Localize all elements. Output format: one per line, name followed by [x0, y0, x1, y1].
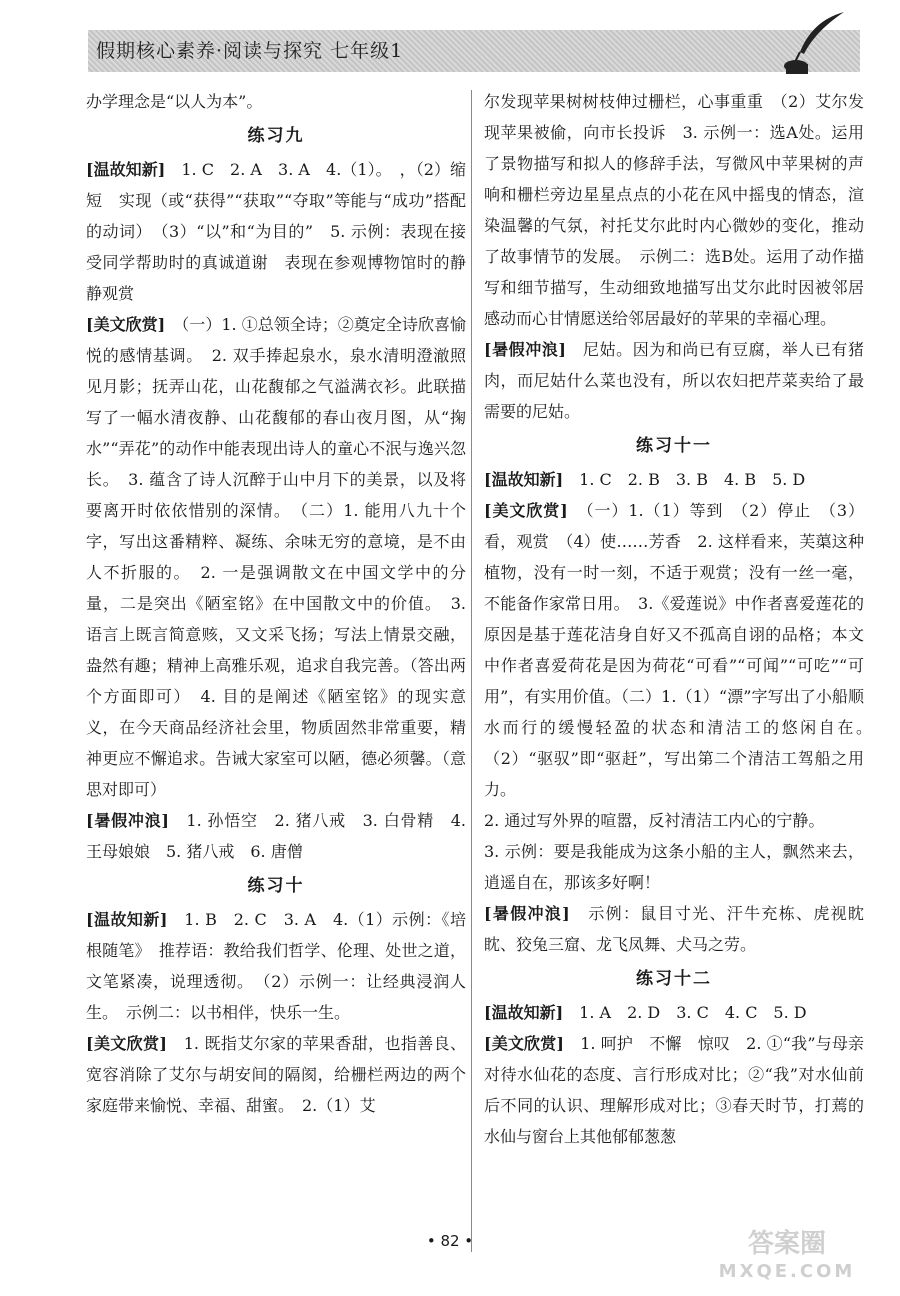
- answer-text: 1. C 2. B 3. B 4. B 5. D: [563, 470, 806, 489]
- page-header: [88, 30, 860, 72]
- watermark-text: 答案圈: [747, 1229, 826, 1259]
- section-tag: [暑假冲浪]: [86, 811, 169, 830]
- section-title: 练习十一: [636, 436, 712, 456]
- section-tag: [美文欣赏]: [86, 315, 166, 334]
- page-number: • 82 •: [426, 1232, 474, 1250]
- answer-paragraph: [86, 805, 466, 867]
- answer-text: 1. 呵护 不懈 惊叹 2. ①“我”与母亲对待水仙花的态度、言行形成对比；②“我”对水仙前后不同的认识、理解形成对比；③春天时节，打蔫的水仙与窗台上其他郁郁葱葱: [484, 1034, 864, 1146]
- answer-paragraph: [484, 898, 864, 960]
- header-title: 假期核心素养·阅读与探究 七年级1: [96, 40, 404, 62]
- watermark-sub: MXQE.COM: [718, 1261, 856, 1282]
- answer-text: 尼姑。因为和尚已有豆腐，举人已有猪肉，而尼姑什么菜也没有，所以农妇把芹菜卖给了最需要的尼姑。: [484, 340, 864, 421]
- answer-text: 3. 示例：要是我能成为这条小船的主人，飘然来去，逍遥自在，那该多好啊！: [484, 842, 864, 892]
- section-tag: [温故知新]: [484, 470, 564, 489]
- answer-paragraph: [86, 86, 466, 117]
- section-tag: [美文欣赏]: [86, 1034, 167, 1053]
- section-title: 练习十: [247, 876, 305, 896]
- answer-text: （一）1. ①总领全诗；②奠定全诗欣喜愉悦的感情基调。 2. 双手捧起泉水，泉水清明澄澈照见月影；抚弄山花，山花馥郁之气溢满衣衫。此联描写了一幅水清夜静、山花馥郁的春山夜月图，从“掬水”“弄花”的动作中能表现出诗人的童心不泯与逸兴忽长。 3. 蕴含了诗人沉醉于山中月下的美景，以及将要离开时依依惜别的深情。 （二）1. 能用八九十个字，写出这番精粹、凝练、余味无穷的意境，是不由人不折服的。 2. 一是强调散文在中国文学中的分量，二是突出《陋室铭》在中国散文中的价值。 3. 语言上既言简意赅，又文采飞扬；写法上情景交融，盎然有趣；精神上高雅乐观，追求自我完善。（答出两个方面即可） 4. 目的是阐述《陋室铭》的现实意义，在今天商品经济社会里，物质固然非常重要，精神更应不懈追求。告诫大家室可以陋，德必须馨。（意思对即可）: [86, 315, 466, 799]
- answer-paragraph: [86, 1028, 466, 1121]
- section-tag: [温故知新]: [86, 160, 166, 179]
- left-column: [86, 86, 466, 1121]
- answer-paragraph: [484, 464, 864, 495]
- answer-text: 示例：鼠目寸光、汗牛充栋、虎视眈眈、狡兔三窟、龙飞凤舞、犬马之劳。: [484, 904, 864, 954]
- answer-paragraph: [484, 836, 864, 898]
- section-tag: [温故知新]: [86, 910, 168, 929]
- answer-paragraph: [484, 86, 864, 334]
- answer-paragraph: [86, 904, 466, 1028]
- section-tag: [温故知新]: [484, 1003, 564, 1022]
- answer-text: 1. 既指艾尔家的苹果香甜，也指善良、宽容消除了艾尔与胡安间的隔阂，给栅栏两边的两个家庭带来愉悦、幸福、甜蜜。 2.（1）艾: [86, 1034, 466, 1115]
- answer-paragraph: [86, 309, 466, 805]
- column-divider: [471, 90, 472, 1252]
- answer-paragraph: [484, 1028, 864, 1152]
- answer-paragraph: [484, 334, 864, 427]
- section-title: 练习十二: [636, 969, 712, 989]
- section-tag: [暑假冲浪]: [484, 340, 566, 359]
- section-tag: [美文欣赏]: [484, 501, 568, 520]
- quill-pen-icon: [782, 8, 852, 78]
- answer-text: 2. 通过写外界的喧嚣，反衬清洁工内心的宁静。: [484, 811, 825, 830]
- answer-text: 1. 孙悟空 2. 猪八戒 3. 白骨精 4. 王母娘娘 5. 猪八戒 6. 唐僧: [86, 811, 466, 861]
- answer-text: （一）1.（1）等到 （2）停止 （3）看，观赏 （4）使……芳香 2. 这样看来，芙蕖这种植物，没有一时一刻，不适于观赏；没有一丝一毫，不能备作家常日用。 3.《爱莲说》中作者喜爱莲花的原因是基于莲花洁身自好又不孤高自诩的品格；本文中作者喜爱荷花是因为荷花“可看”“可闻”“可吃”“可用”，有实用价值。（二）1.（1）“漂”字写出了小船顺水而行的缓慢轻盈的状态和清洁工的悠闲自在。 （2）“驱驭”即“驱赶”，写出第二个清洁工驾船之用力。: [484, 501, 881, 799]
- answer-text: 尔发现苹果树树枝伸过栅栏，心事重重 （2）艾尔发现苹果被偷，向市长投诉 3. 示例一：选A处。运用了景物描写和拟人的修辞手法，写微风中苹果树的声响和栅栏旁边星星点点的小花在风中摇曳的情态，渲染温馨的气氛，衬托艾尔此时内心微妙的变化，推动了故事情节的发展。 示例二：选B处。运用了动作描写和细节描写，生动细致地描写出艾尔此时因被邻居感动而心甘情愿送给邻居最好的苹果的幸福心理。: [484, 92, 864, 328]
- answer-paragraph: [484, 805, 864, 836]
- answer-text: 1. B 2. C 3. A 4.（1）示例：《培根随笔》 推荐语：教给我们哲学、伦理、处世之道，文笔紧凑，说理透彻。 （2）示例一：让经典浸润人生。 示例二：以书相伴，快乐一生。: [86, 910, 466, 1022]
- right-column: [484, 86, 881, 1152]
- section-title: 练习九: [247, 126, 305, 146]
- section-tag: [暑假冲浪]: [484, 904, 570, 923]
- watermark-logo: [702, 1230, 872, 1290]
- answer-paragraph: [484, 997, 864, 1028]
- answer-text: 1. A 2. D 3. C 4. C 5. D: [563, 1003, 807, 1022]
- answer-paragraph: [86, 154, 466, 309]
- answer-text: 办学理念是“以人为本”。: [86, 92, 263, 111]
- answer-paragraph: [484, 495, 881, 805]
- section-tag: [美文欣赏]: [484, 1034, 564, 1053]
- answer-text: 1. C 2. A 3. A 4.（1）。 ，（2）缩短 实现（或“获得”“获取”“夺取”等能与“成功”搭配的动词） （3）“以”和“为目的” 5. 示例：表现在接受同学帮助时的真诚道谢 表现在参观博物馆时的静静观赏: [86, 160, 466, 303]
